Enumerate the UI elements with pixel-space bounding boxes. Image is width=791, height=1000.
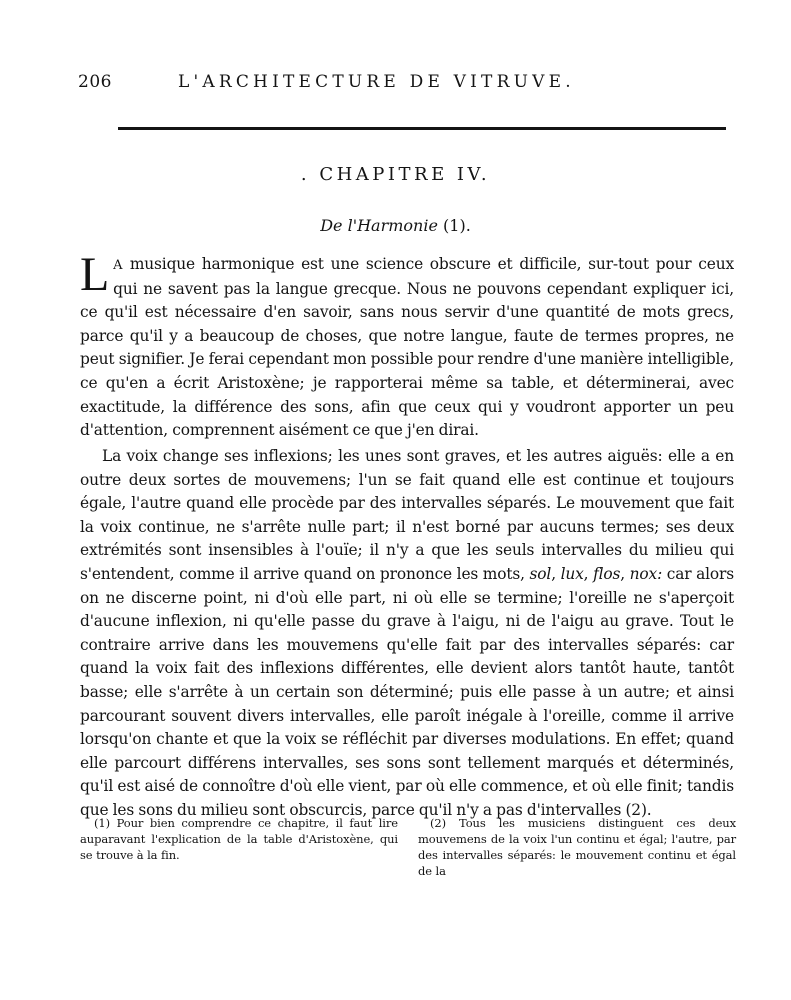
word-flos: flos (593, 564, 621, 583)
word-lux: lux (560, 564, 584, 583)
paragraph-2-text-a: La voix change ses inflexions; les unes sont graves, et les autres aiguës: elle a en outre deux sortes de mouvemens; l'un se fait quand elle est continue et toujours égale, l'autre quand elle procède par des intervalles séparés. Le mouvement que fait la voix continue, ne s'arrête nulle part; il n'est borné par aucuns termes; ses deux extrémités sont insensibles à l'ouïe; il n'y a que les seuls intervalles du milieu qui s'entendent, comme il arrive quand on prononce les mots, (80, 447, 734, 583)
drop-cap: L (80, 248, 110, 301)
section-note-ref: (1). (437, 216, 471, 235)
footnote-2: (2) Tous les musiciens distinguent ces deux mouvemens de la voix l'un continu et égal; l'autre, par des intervalles séparés: le mouvement continu et égal de la (418, 816, 736, 878)
paragraph-2-text-b: car alors on ne discerne point, ni d'où elle part, ni où elle se termine; l'oreille ne s'aperçoit d'aucune inflexion, ni qu'elle passe du grave à l'aigu, ni de l'aigu au grave. Tout le contraire arrive dans les mouvemens qu'elle fait par des intervalles séparés: car quand la voix fait des inflexions différentes, elle devient alors tantôt haute, tantôt basse; elle s'arrête à un certain son déterminé; puis elle passe à un autre; et ainsi parcourant souvent divers intervalles, elle paroît inégale à l'oreille, comme il arrive lorsqu'on chante et que la voix se réfléchit par diverses modulations. En effet; quand elle parcourt différens intervalles, ses sons sont tellement marqués et déterminés, qu'il est aisé de connoître d'où elle vient, par où elle commence, et où elle finit; tandis que les sons du milieu sont obscurcis, parce qu'il n'y a pas d'intervalles (2). (80, 564, 734, 819)
separator-2: , (583, 564, 594, 583)
section-title (0, 216, 791, 235)
paragraph-1 (80, 248, 734, 443)
drop-cap-continuation: A (113, 258, 124, 273)
paragraph-2 (80, 445, 734, 823)
footnote-1: (1) Pour bien comprendre ce chapitre, il faut lire auparavant l'explication de la table d'Aristoxène, qui se trouve à la fin. (80, 816, 398, 862)
paragraph-1-text: musique harmonique est une science obscure et difficile, sur-tout pour ceux qui ne savent pas la langue grecque. Nous ne pouvons cependant expliquer ici, ce qu'il est nécessaire d'en savoir, sans nous servir d'une quantité de mots grecs, parce qu'il y a beaucoup de choses, que notre langue, faute de termes propres, ne peut signifier. Je ferai cependant mon possible pour rendre d'une manière intelligible, ce qu'en a écrit Aristoxène; je rapporterai même sa table, et déterminerai, avec exactitude, la différence des sons, afin que ceux qui y voudront apporter un peu d'attention, comprennent aisément ce que j'en dirai. (80, 255, 734, 440)
word-nox: nox: (629, 564, 663, 583)
page-number: 206 (78, 72, 112, 92)
separator-3: , (620, 564, 630, 583)
separator-1: , (551, 564, 561, 583)
running-head (78, 72, 728, 100)
word-sol: sol (529, 564, 552, 583)
section-title-text: De l'Harmonie (320, 216, 438, 235)
chapter-title: . CHAPITRE IV. (300, 164, 491, 185)
running-title: L'ARCHITECTURE DE VITRUVE. (178, 72, 575, 92)
footnotes (80, 815, 736, 878)
header-rule (118, 127, 726, 130)
